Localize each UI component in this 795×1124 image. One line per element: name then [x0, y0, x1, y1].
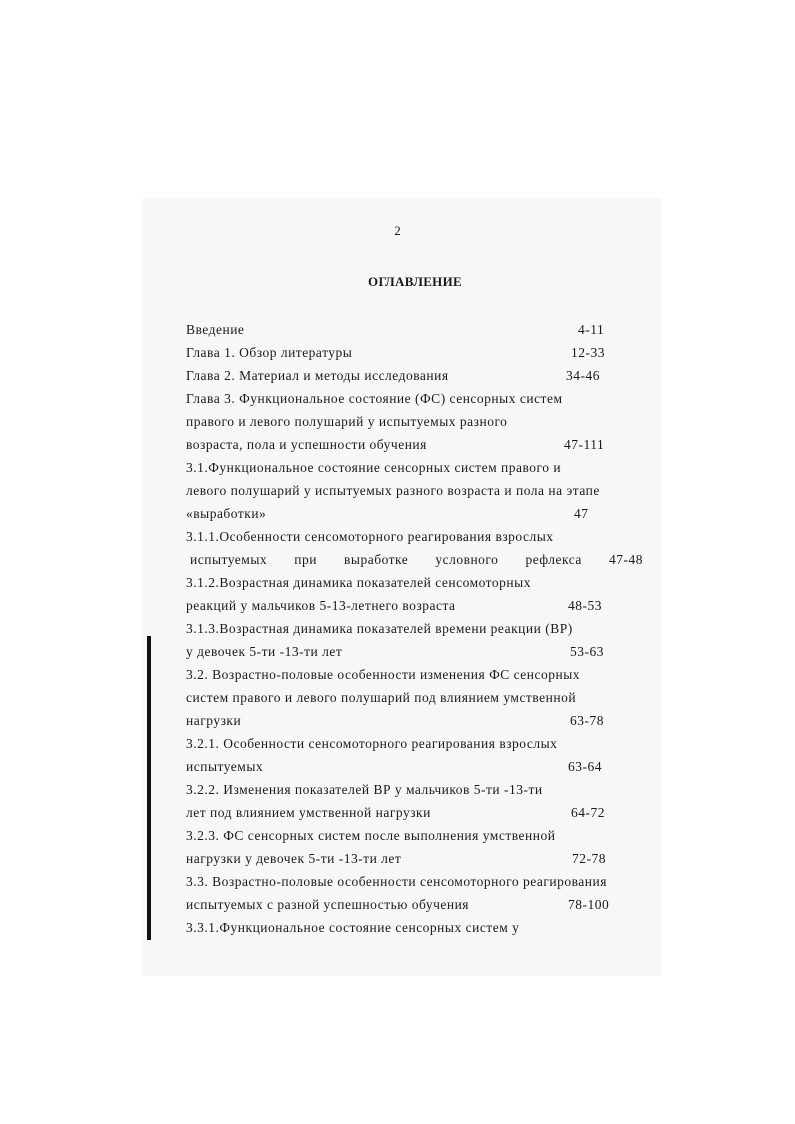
toc-entry-text: реакций у мальчиков 5-13-летнего возраста — [186, 598, 456, 613]
toc-entry — [186, 548, 643, 571]
toc-entry-text: 3.2.1. Особенности сенсомоторного реагирования взрослых — [186, 736, 558, 751]
toc-entry-text: испытуемых — [186, 759, 264, 774]
toc-entry-pages: 72-78 — [572, 851, 606, 866]
toc-entry-pages: 63-78 — [570, 713, 604, 728]
toc-entry — [186, 318, 636, 341]
toc-entry-text: 3.1.2.Возрастная динамика показателей сенсомоторных — [186, 575, 531, 590]
toc-entry-text: испытуемых с разной успешностью обучения — [186, 897, 470, 912]
toc-entry-text: 3.2. Возрастно-половые особенности изменения ФС сенсорных — [186, 667, 581, 682]
toc-entry — [186, 709, 636, 732]
toc-entry — [186, 824, 636, 847]
toc-entry-pages: 4-11 — [578, 322, 605, 337]
toc-word: выработке — [344, 552, 409, 567]
table-of-contents — [186, 318, 643, 939]
toc-entry-pages: 53-63 — [570, 644, 604, 659]
margin-scan-bar — [147, 636, 151, 940]
toc-entry — [186, 893, 636, 916]
toc-entry-pages: 63-64 — [568, 759, 602, 774]
toc-entry-pages: 12-33 — [571, 345, 605, 360]
toc-word: рефлекса — [525, 552, 582, 567]
toc-entry-text: левого полушарий у испытуемых разного возраста и пола на этапе — [186, 483, 600, 498]
toc-entry-text: Введение — [186, 322, 245, 337]
toc-entry-text: систем правого и левого полушарий под влиянием умственной — [186, 690, 577, 705]
toc-entry-pages: 64-72 — [571, 805, 605, 820]
toc-entry — [186, 410, 636, 433]
toc-entry — [186, 686, 636, 709]
toc-entry — [186, 916, 636, 939]
toc-entry — [186, 640, 636, 663]
toc-entry — [186, 364, 636, 387]
toc-entry — [186, 663, 636, 686]
toc-entry-text: правого и левого полушарий у испытуемых разного — [186, 414, 508, 429]
toc-entry-text: 3.2.2. Изменения показателей ВР у мальчиков 5-ти -13-ти — [186, 782, 543, 797]
toc-entry-pages: 47-111 — [564, 437, 605, 452]
toc-entry-text: Глава 2. Материал и методы исследования — [186, 368, 449, 383]
toc-entry-text: 3.2.3. ФС сенсорных систем после выполнения умственной — [186, 828, 556, 843]
toc-entry-text: возраста, пола и успешности обучения — [186, 437, 427, 452]
toc-word: испытуемых — [190, 552, 268, 567]
toc-entry-text: 3.1.1.Особенности сенсомоторного реагирования взрослых — [186, 529, 554, 544]
toc-entry — [186, 525, 636, 548]
toc-entry — [186, 870, 636, 893]
toc-entry — [186, 341, 636, 364]
toc-entry-pages: 34-46 — [566, 368, 600, 383]
toc-entry-text: нагрузки у девочек 5-ти -13-ти лет — [186, 851, 402, 866]
toc-entry — [186, 755, 636, 778]
toc-word: при — [294, 552, 317, 567]
toc-entry-text: 3.3.1.Функциональное состояние сенсорных систем у — [186, 920, 520, 935]
toc-entry — [186, 617, 636, 640]
toc-entry — [186, 456, 636, 479]
toc-entry-pages: 47 — [574, 506, 589, 521]
page-number: 2 — [394, 223, 401, 238]
toc-entry-text: у девочек 5-ти -13-ти лет — [186, 644, 343, 659]
toc-entry-pages: 78-100 — [568, 897, 610, 912]
toc-entry-text: 3.1.3.Возрастная динамика показателей времени реакции (ВР) — [186, 621, 573, 636]
toc-entry — [186, 571, 636, 594]
toc-entry-text: «выработки» — [186, 506, 267, 521]
toc-entry — [186, 387, 636, 410]
toc-entry-text: 3.1.Функциональное состояние сенсорных систем правого и — [186, 460, 562, 475]
toc-entry — [186, 433, 636, 456]
toc-word: условного — [435, 552, 499, 567]
toc-entry — [186, 801, 636, 824]
toc-entry-text: лет под влиянием умственной нагрузки — [186, 805, 431, 820]
toc-entry — [186, 479, 636, 502]
toc-entry-text: 3.3. Возрастно-половые особенности сенсомоторного реагирования — [186, 874, 607, 889]
toc-entry — [186, 502, 636, 525]
toc-entry-pages: 47-48 — [608, 552, 643, 567]
page-title: ОГЛАВЛЕНИЕ — [368, 274, 462, 289]
toc-entry-text: Глава 1. Обзор литературы — [186, 345, 353, 360]
toc-entry-pages: 48-53 — [568, 598, 602, 613]
toc-entry — [186, 732, 636, 755]
toc-entry — [186, 778, 636, 801]
toc-entry-text: Глава 3. Функциональное состояние (ФС) сенсорных систем — [186, 391, 563, 406]
toc-entry-text: нагрузки — [186, 713, 242, 728]
toc-entry — [186, 847, 636, 870]
toc-entry — [186, 594, 636, 617]
